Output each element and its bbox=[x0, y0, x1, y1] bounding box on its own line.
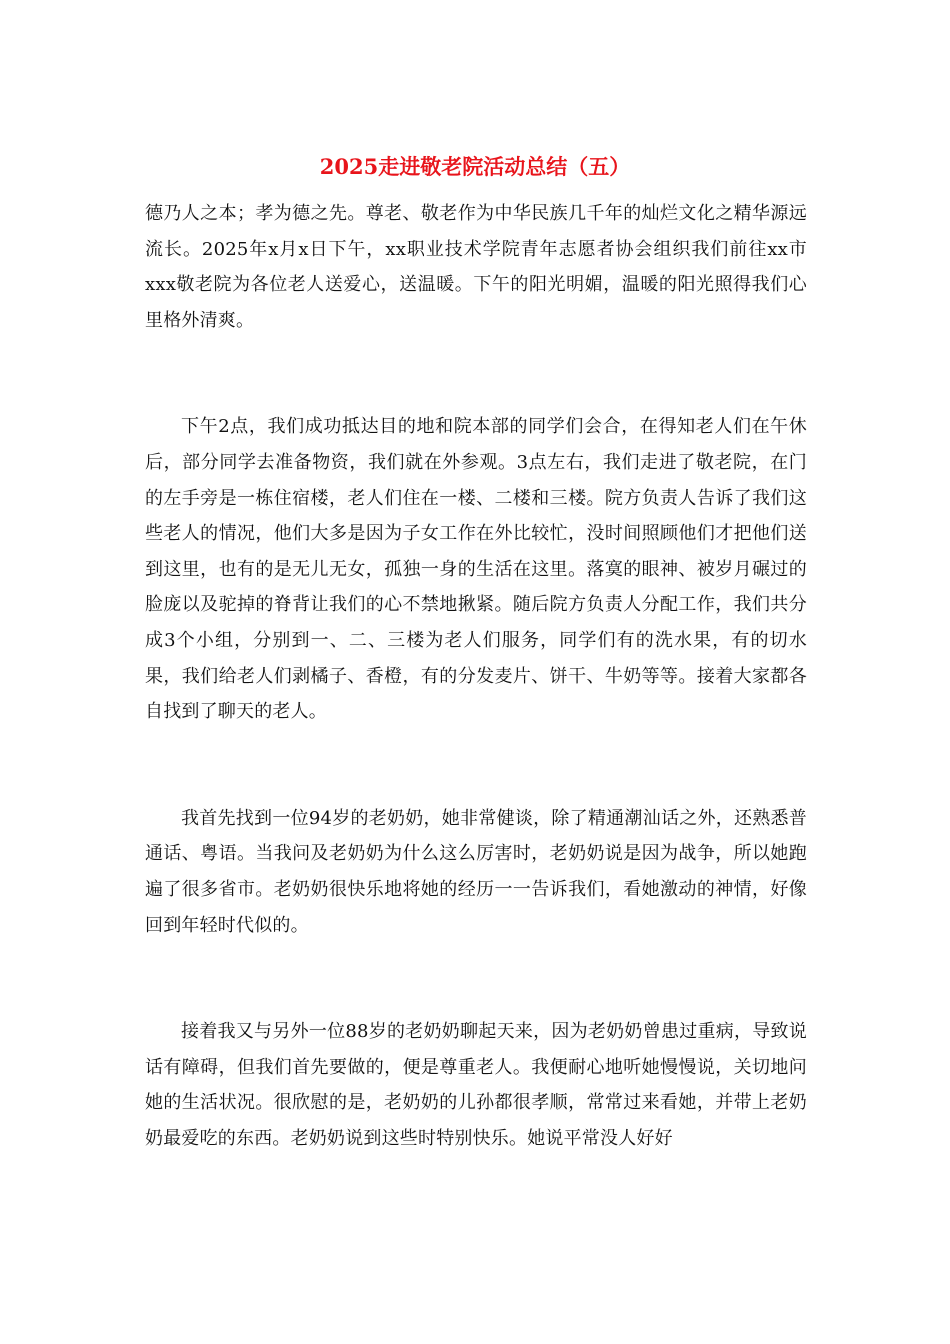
paragraph-spacer bbox=[145, 338, 807, 409]
document-body bbox=[145, 196, 807, 1156]
paragraph-spacer bbox=[145, 943, 807, 1014]
paragraph-spacer bbox=[145, 730, 807, 801]
paragraph-first-grandma: 我首先找到一位94岁的老奶奶，她非常健谈，除了精通潮汕话之外，还熟悉普通话、粤语。当我问及老奶奶为什么这么厉害时，老奶奶说是因为战争，所以她跑遍了很多省市。老奶奶很快乐地将她的经历一一告诉我们，看她激动的神情，好像回到年轻时代似的。 bbox=[145, 807, 807, 936]
document-title: 2025走进敬老院活动总结（五） bbox=[319, 154, 631, 179]
paragraph-second-grandma: 接着我又与另外一位88岁的老奶奶聊起天来，因为老奶奶曾患过重病，导致说话有障碍，但我们首先要做的，便是尊重老人。我便耐心地听她慢慢说，关切地问她的生活状况。很欣慰的是，老奶奶的儿孙都很孝顺，常常过来看她，并带上老奶奶最爱吃的东西。老奶奶说到这些时特别快乐。她说平常没人好好 bbox=[145, 1021, 807, 1149]
paragraph-intro: 德乃人之本；孝为德之先。尊老、敬老作为中华民族几千年的灿烂文化之精华源远流长。2025年x月x日下午，xx职业技术学院青年志愿者协会组织我们前往xx市xxx敬老院为各位老人送爱心，送温暖。下午的阳光明媚，温暖的阳光照得我们心里格外清爽。 bbox=[145, 203, 807, 331]
paragraph-arrival: 下午2点，我们成功抵达目的地和院本部的同学们会合，在得知老人们在午休后，部分同学去准备物资，我们就在外参观。3点左右，我们走进了敬老院，在门的左手旁是一栋住宿楼，老人们住在一楼、二楼和三楼。院方负责人告诉了我们这些老人的情况，他们大多是因为子女工作在外比较忙，没时间照顾他们才把他们送到这里，也有的是无儿无女，孤独一身的生活在这里。落寞的眼神、被岁月碾过的脸庞以及驼掉的脊背让我们的心不禁地揪紧。随后院方负责人分配工作，我们共分成3个小组，分别到一、二、三楼为老人们服务，同学们有的洗水果，有的切水果，我们给老人们剥橘子、香橙，有的分发麦片、饼干、牛奶等等。接着大家都各自找到了聊天的老人。 bbox=[145, 416, 807, 723]
